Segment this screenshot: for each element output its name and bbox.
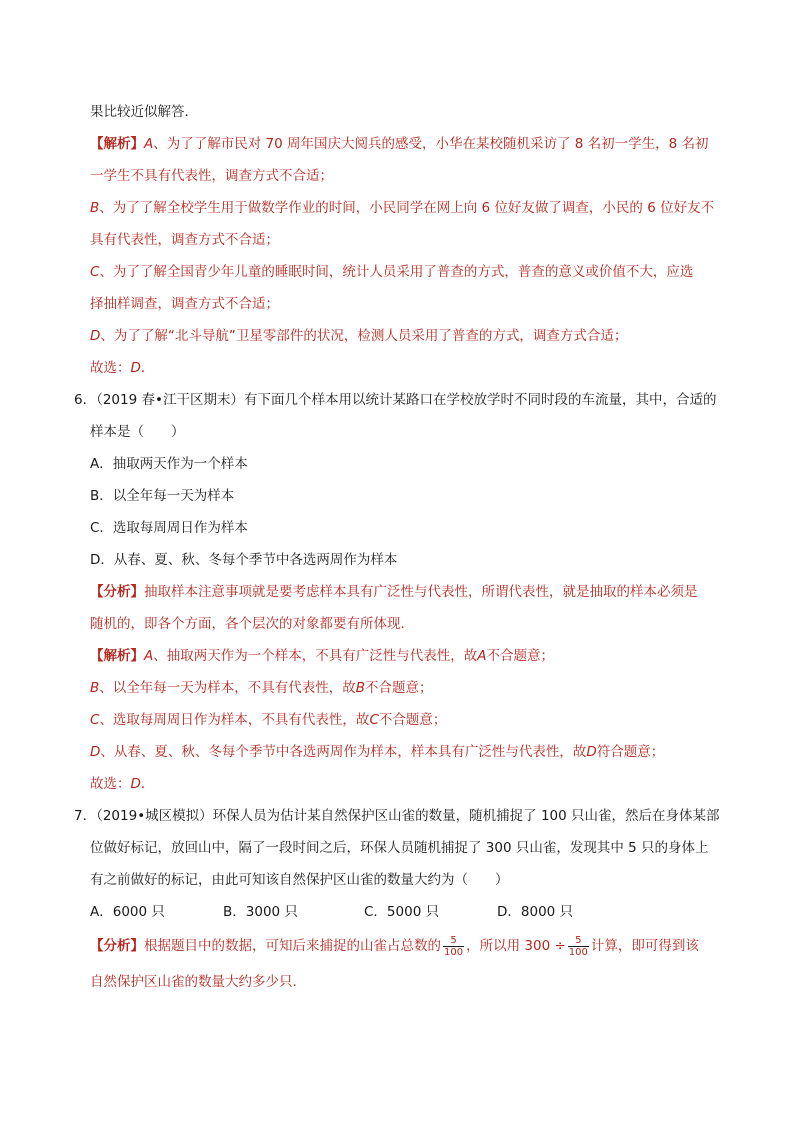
q5-solution-a-line2: 一学生不具有代表性，调查方式不合适； (90, 168, 333, 184)
answer-suffix: ． (140, 360, 155, 376)
solution-text: 、以全年每一天为样本，不具有代表性，故 (99, 680, 356, 696)
solution-tag: 【解析】 (90, 648, 144, 664)
analysis-text: 抽取样本注意事项就是要考虑样本具有广泛性与代表性，所谓代表性，就是抽取的样本必须是 (144, 584, 698, 600)
q5-solution-b-line1 (90, 199, 714, 217)
q7-stem-line2: 位做好标记，放回山中，隔了一段时间之后，环保人员随机捕捉了 300 只山雀，发现其中 5 只的身体上 (90, 840, 709, 856)
q6-option-a: A．抽取两天作为一个样本 (90, 456, 248, 472)
analysis-text: 根据题目中的数据，可知后来捕捉的山雀占总数的 (144, 938, 441, 954)
solution-text: 、为了了解“北斗导航”卫星零部件的状况，检测人员采用了普查的方式，调查方式合适； (100, 328, 628, 344)
q6-solution-b (90, 679, 433, 697)
solution-text: 、选取每周周日作为样本，不具有代表性，故 (99, 712, 370, 728)
solution-tag: 【解析】 (90, 136, 144, 152)
option-letter: A (477, 648, 487, 664)
q6-solution-c (90, 711, 446, 729)
continuation-line: 果比较近似解答． (90, 104, 198, 120)
solution-text: 、抽取两天作为一个样本，不具有广泛性与代表性，故 (153, 648, 478, 664)
option-letter: C (90, 712, 100, 728)
fraction (568, 935, 589, 958)
q6-answer (90, 775, 154, 793)
q6-analysis-line2: 随机的，即各个方面，各个层次的对象都要有所体现． (90, 616, 414, 632)
fraction-numerator: 5 (568, 935, 589, 947)
q7-option-d: D．8000 只 (497, 904, 574, 920)
q7-option-c: C．5000 只 (364, 904, 440, 920)
answer-suffix: ． (140, 776, 155, 792)
answer-prefix: 故选： (90, 360, 131, 376)
q7-stem-line3: 有之前做好的标记，由此可知该自然保护区山雀的数量大约为（ ） (90, 872, 509, 888)
analysis-text: ，所以用 300 ÷ (466, 938, 566, 954)
q5-solution-c-line1 (90, 263, 693, 281)
q6-solution-a (90, 647, 554, 665)
option-letter: C (90, 264, 100, 280)
q6-stem-line2: 样本是（ ） (90, 424, 185, 440)
option-letter: D (586, 744, 597, 760)
q5-solution-d-line1 (90, 327, 627, 345)
analysis-text: 计算，即可得到该 (590, 938, 699, 954)
solution-text: 、为了了解全校学生用于做数学作业的时间，小民同学在网上向 6 位好友做了调查，小民的 6 位好友不 (99, 200, 715, 216)
solution-text: 、为了了解全国青少年儿童的睡眠时间，统计人员采用了普查的方式，普查的意义或价值不大，应选 (99, 264, 694, 280)
solution-text-end: 不合题意； (378, 712, 447, 728)
answer-letter: D (130, 360, 141, 376)
option-letter: A (144, 136, 154, 152)
q5-solution-b-line2: 具有代表性，调查方式不合适； (90, 232, 279, 248)
fraction-denominator: 100 (568, 946, 588, 958)
analysis-tag: 【分析】 (90, 584, 144, 600)
q5-answer (90, 359, 154, 377)
option-letter: A (144, 648, 154, 664)
solution-text: 、为了了解市民对 70 周年国庆大阅兵的感受，小华在某校随机采访了 8 名初一学生，8 名初 (153, 136, 709, 152)
solution-text: 、从春、夏、秋、冬每个季节中各选两周作为样本，样本具有广泛性与代表性，故 (100, 744, 587, 760)
option-letter: B (90, 200, 100, 216)
q6-stem-line1: 6．（2019 春•江干区期末）有下面几个样本用以统计某路口在学校放学时不同时段的车流量，其中，合适的 (74, 392, 717, 408)
answer-prefix: 故选： (90, 776, 131, 792)
fraction-denominator: 100 (444, 946, 464, 958)
solution-text-end: 不合题意； (486, 648, 554, 664)
option-letter: D (90, 744, 101, 760)
q6-option-c: C．选取每周周日作为样本 (90, 520, 248, 536)
option-letter: D (90, 328, 101, 344)
fraction-numerator: 5 (443, 935, 464, 947)
analysis-tag: 【分析】 (90, 938, 144, 954)
option-letter: B (355, 680, 366, 696)
q6-option-d: D．从春、夏、秋、冬每个季节中各选两周作为样本 (90, 552, 398, 568)
q7-analysis-line1 (90, 932, 699, 960)
option-letter: C (369, 712, 379, 728)
option-letter: B (90, 680, 100, 696)
q5-solution-c-line2: 择抽样调查，调查方式不合适； (90, 296, 279, 312)
answer-letter: D (130, 776, 141, 792)
q7-option-b: B．3000 只 (223, 904, 298, 920)
q7-stem-line1: 7．（2019•城区模拟）环保人员为估计某自然保护区山雀的数量，随机捕捉了 100 只山雀，然后在身体某部 (74, 808, 720, 824)
fraction (443, 935, 464, 958)
solution-text-end: 不合题意； (365, 680, 433, 696)
q7-analysis-line2: 自然保护区山雀的数量大约多少只． (90, 974, 306, 990)
q6-solution-d (90, 743, 664, 761)
solution-text-end: 符合题意； (596, 744, 665, 760)
q7-option-a: A．6000 只 (90, 904, 165, 920)
q5-solution-a-line1 (90, 135, 709, 153)
q6-analysis-line1 (90, 583, 698, 601)
q6-option-b: B．以全年每一天为样本 (90, 488, 235, 504)
